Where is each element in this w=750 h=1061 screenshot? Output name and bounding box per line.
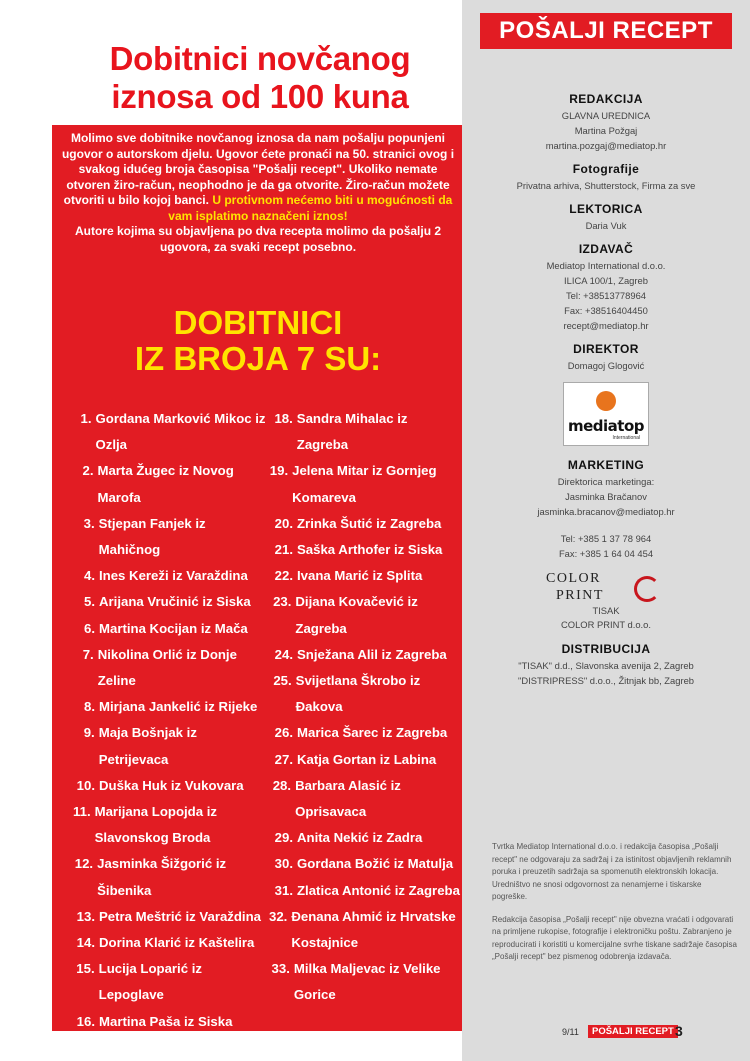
credit-section [462, 202, 750, 233]
winner-name: Marica Šarec iz Zagreba [297, 725, 448, 741]
section-line: martina.pozgaj@mediatop.hr [545, 140, 667, 151]
winner-entry [73, 904, 268, 930]
winner-name: Jasminka Šižgorić iz Šibenika [97, 856, 227, 898]
winner-name: Barbara Alasić iz Oprisavaca [295, 777, 401, 820]
winner-number: 8. [84, 699, 95, 715]
winner-entry [269, 589, 461, 641]
winner-number: 30. [274, 856, 293, 872]
contact-fax: Fax: +385 1 64 04 454 [558, 548, 654, 559]
page-number: 3 [675, 1023, 683, 1039]
section-line: "TISAK" d.d., Slavonska avenija 2, Zagreb [518, 660, 694, 671]
page-title [40, 40, 480, 116]
winner-number: 21. [274, 542, 293, 558]
issue-number: 9/11 [562, 1027, 579, 1037]
winner-number: 13. [76, 908, 95, 924]
winner-number: 24. [274, 646, 293, 662]
winner-entry [269, 720, 461, 746]
winner-name: Zrinka Šutić iz Zagreba [297, 515, 442, 531]
winner-name: Sandra Mihalac iz Zagreba [296, 411, 408, 453]
winner-entry [73, 458, 268, 510]
winner-name: Mirjana Jankelić iz Rijeke [99, 699, 258, 715]
winner-number: 16. [76, 1013, 95, 1029]
section-line: "DISTRIPRESS" d.o.o., Žitnjak bb, Zagreb [518, 675, 694, 686]
winner-number: 9. [83, 725, 95, 741]
winner-name: Petra Meštrić iz Varaždina [99, 908, 261, 924]
title-line-1: Dobitnici novčanog [109, 40, 411, 77]
winner-name: Nikolina Orlić iz Donje Zeline [97, 646, 237, 689]
credit-section [462, 242, 750, 333]
winner-name: Marta Žugec iz Novog Marofa [97, 463, 234, 505]
winner-entry [73, 589, 268, 615]
colorprint-logo-line-2: PRINT [556, 588, 604, 603]
section-line: Domagoj Glogović [567, 360, 645, 371]
winner-name: Saška Arthofer iz Siska [297, 542, 443, 558]
winner-entry [269, 878, 461, 904]
masthead-sidebar [462, 0, 750, 1061]
section-heading: DIREKTOR [573, 342, 639, 356]
winner-name: Anita Nekić iz Zadra [297, 830, 423, 846]
section-line: jasminka.bracanov@mediatop.hr [537, 506, 675, 517]
winner-entry [269, 458, 461, 510]
disclaimer-paragraph-2: Redakcija časopisa „Pošalji recept" nije obvezna vraćati i odgovarati na primljene rukopise, fotografije i elektroničku poštu. Zabranjeno je reproducirati i koristiti u komercijalne svrhe tiskane sadržaje časopisa „Pošalji recept" bez pismenog odobrenja izdavača. [492, 914, 737, 961]
section-line: Mediatop International d.o.o. [546, 260, 666, 271]
winner-number: 11. [73, 804, 91, 820]
winner-name: Duška Huk iz Vukovara [99, 777, 244, 793]
winner-entry [73, 694, 268, 720]
winner-number: 29. [274, 830, 293, 846]
section-line: ILICA 100/1, Zagreb [564, 275, 648, 286]
winner-entry [73, 642, 268, 694]
winner-number: 22. [274, 568, 293, 584]
magazine-header: POŠALJI RECEPT [480, 13, 732, 49]
winner-name: Arijana Vručinić iz Siska [99, 594, 251, 610]
winner-entry [73, 1009, 268, 1035]
winner-number: 10. [76, 777, 95, 793]
marketing-section [462, 458, 750, 561]
winner-number: 26. [274, 725, 293, 741]
winner-entry [269, 406, 461, 458]
winners-heading [52, 305, 464, 377]
winner-entry [269, 904, 461, 956]
winner-number: 23. [273, 594, 292, 610]
intro-paragraph: Molimo sve dobitnike novčanog iznosa da nam pošalju popunjeni ugovor o autorskom djelu. Ugovor ćete pronaći na 50. stranici ovog i svakog idućeg broja časopisa "Pošalji recept". Ukoliko nemate otvoren žiro-račun, neophodno je da ga otvorite. Žiro-račun možete otvoriti u bilo kojoj banci. [61, 131, 455, 207]
colorprint-swirl-icon [634, 576, 660, 602]
winner-entry [269, 956, 461, 1008]
section-line: Tel: +38513778964 [565, 290, 647, 301]
winner-name: Zlatica Antonić iz Zagreba [297, 882, 460, 898]
credit-section [462, 92, 750, 153]
credit-section [462, 162, 750, 193]
winners-list-column-2 [269, 406, 461, 1009]
winners-heading-line-1: DOBITNICI [173, 304, 343, 341]
winner-name: Martina Kocijan iz Mača [99, 620, 248, 636]
mediatop-logo-icon [596, 391, 616, 411]
intro-warning: U protivnom nećemo biti u mogućnosti da vam isplatimo naznačeni iznos! [168, 193, 453, 223]
winner-number: 2. [82, 463, 94, 479]
intro-text [60, 131, 456, 255]
page-footer [562, 1024, 742, 1040]
section-line: Martina Požgaj [574, 125, 638, 136]
winners-heading-line-2: IZ BROJA 7 SU: [134, 340, 382, 377]
winner-number: 32. [269, 908, 288, 924]
winner-entry [73, 851, 268, 903]
winner-number: 5. [84, 594, 95, 610]
winner-name: Dorina Klarić iz Kaštelira [99, 935, 255, 951]
winner-name: Snježana Alil iz Zagreba [297, 646, 447, 662]
winner-entry [269, 825, 461, 851]
winner-number: 18. [274, 411, 293, 426]
winner-name: Ivana Marić iz Splita [297, 568, 423, 584]
disclaimer [492, 841, 738, 974]
winner-name: Gordana Marković Mikoc iz Ozlja [95, 411, 266, 453]
disclaimer-paragraph-1: Tvrtka Mediatop International d.o.o. i redakcija časopisa „Pošalji recept" ne odgovaraju za sadržaj i za istinitost objavljenih reklamnih poruka i preuzetih sadržaja sa spomenutih elektronskih lokacija. Uredništvo ne snosi odgovornost za nenamjerne i tiskarske pogreške. [492, 842, 732, 901]
winner-name: Marijana Lopojda iz Slavonskog Broda [94, 804, 217, 846]
footer-brand: POŠALJI RECEPT [588, 1025, 678, 1038]
winner-number: 28. [272, 777, 292, 793]
winners-box [52, 125, 464, 1055]
winner-entry [73, 511, 268, 563]
winner-entry [73, 930, 268, 956]
section-line: Jasminka Bračanov [565, 491, 647, 502]
winner-entry [73, 406, 268, 458]
section-line: GLAVNA UREDNICA [561, 110, 651, 121]
colorprint-logo-line-1: COLOR [546, 571, 601, 586]
section-heading: REDAKCIJA [569, 92, 643, 106]
winner-name: Gordana Božić iz Matulja [297, 856, 454, 872]
winner-number: 20. [274, 515, 293, 531]
winner-number: 27. [274, 751, 293, 767]
section-heading: IZDAVAČ [578, 242, 634, 256]
winner-name: Đenana Ahmić iz Hrvatske Kostajnice [291, 908, 456, 951]
section-line: recept@mediatop.hr [563, 320, 649, 331]
winner-entry [269, 851, 461, 877]
winner-entry [73, 773, 268, 799]
section-heading: Fotografije [572, 162, 640, 176]
winner-entry [73, 616, 268, 642]
winner-number: 6. [84, 620, 95, 636]
winner-number: 17. [76, 1039, 95, 1055]
winner-entry [73, 799, 268, 851]
winner-number: 7. [82, 646, 94, 662]
mediatop-logo-word: mediatop [567, 417, 645, 435]
winner-name: Stjepan Fanjek iz Mahičnog [98, 515, 206, 558]
winner-entry [269, 773, 461, 825]
winner-number: 15. [76, 961, 95, 977]
credits [462, 92, 750, 697]
mediatop-logo [563, 382, 649, 446]
winner-entry [73, 956, 268, 1008]
winner-entry [269, 563, 461, 589]
contact-tel: Tel: +385 1 37 78 964 [560, 533, 652, 544]
tisak-label: TISAK [592, 605, 620, 616]
winner-name: Tonka Golub iz Zadra [99, 1039, 233, 1055]
winners-list-column-1 [73, 406, 268, 1061]
winner-name: Dijana Kovačević iz Zagreba [295, 594, 418, 636]
distribution-section [462, 642, 750, 688]
winner-number: 14. [76, 935, 95, 951]
winner-number: 3. [83, 515, 95, 531]
winner-number: 1. [80, 411, 92, 426]
tisak-name: COLOR PRINT d.o.o. [561, 619, 651, 630]
winner-entry [269, 642, 461, 668]
winner-name: Ines Kereži iz Varaždina [99, 568, 248, 584]
winner-entry [269, 537, 461, 563]
winner-name: Svijetlana Škrobo iz Đakova [295, 673, 421, 715]
colorprint-logo [546, 570, 666, 606]
winner-name: Martina Paša iz Siska [99, 1013, 233, 1029]
section-line: Fax: +38516404450 [564, 305, 648, 316]
winner-name: Lucija Loparić iz Lepoglave [98, 961, 202, 1003]
winner-entry [73, 1035, 268, 1061]
winner-name: Katja Gortan iz Labina [297, 751, 437, 767]
title-line-2: iznosa od 100 kuna [111, 78, 409, 115]
winner-name: Milka Maljevac iz Velike Gorice [293, 961, 441, 1003]
section-line: Daria Vuk [585, 220, 627, 231]
winner-number: 4. [84, 568, 95, 584]
winner-name: Maja Bošnjak iz Petrijevaca [98, 725, 197, 767]
intro-note: Autore kojima su objavljena po dva recepta molimo da pošalju 2 ugovora, za svaki recept posebno. [74, 224, 442, 254]
winner-number: 25. [273, 673, 292, 689]
winner-entry [73, 720, 268, 772]
winner-entry [269, 511, 461, 537]
mediatop-logo-sub: International [612, 435, 640, 441]
winner-number: 19. [269, 463, 289, 479]
credit-section [462, 342, 750, 373]
section-line: Direktorica marketinga: [557, 476, 655, 487]
winner-entry [269, 747, 461, 773]
section-line: Privatna arhiva, Shutterstock, Firma za sve [516, 180, 696, 191]
winner-number: 33. [271, 961, 290, 977]
section-heading: LEKTORICA [569, 202, 643, 216]
winner-number: 12. [74, 856, 94, 872]
winner-entry [269, 668, 461, 720]
winner-entry [73, 563, 268, 589]
winner-number: 31. [274, 882, 293, 898]
section-heading: MARKETING [567, 458, 645, 472]
section-heading: DISTRIBUCIJA [561, 642, 651, 656]
winner-name: Jelena Mitar iz Gornjeg Komareva [292, 463, 437, 505]
